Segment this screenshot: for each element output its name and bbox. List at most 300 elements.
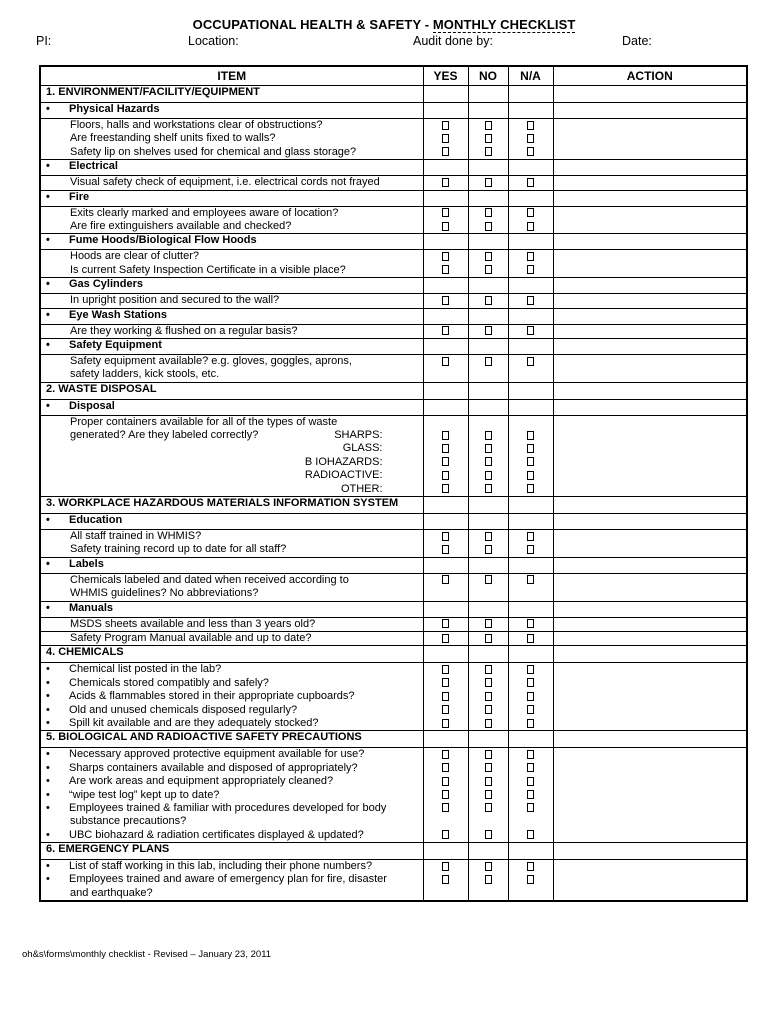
col-item: ITEM	[40, 66, 423, 86]
no-checkbox[interactable]	[485, 208, 492, 217]
na-checkbox[interactable]	[527, 444, 534, 453]
yes-cell	[423, 646, 468, 663]
na-checkbox[interactable]	[527, 830, 534, 839]
title-underlined: MONTHLY CHECKLIST	[432, 17, 576, 32]
yes-checkbox[interactable]	[442, 678, 449, 687]
no-cell	[468, 631, 508, 645]
yes-checkbox[interactable]	[442, 484, 449, 493]
yes-checkbox[interactable]	[442, 692, 449, 701]
yes-cell	[423, 631, 468, 645]
item-cell	[40, 731, 423, 748]
action-cell[interactable]	[553, 324, 747, 338]
action-cell[interactable]	[553, 646, 747, 663]
na-checkbox[interactable]	[527, 431, 534, 440]
na-checkbox[interactable]	[527, 296, 534, 305]
na-checkbox[interactable]	[527, 692, 534, 701]
item-label: Are fire extinguishers available and checked?	[70, 219, 292, 232]
section-row	[40, 731, 747, 748]
action-cell[interactable]	[553, 601, 747, 617]
item-label: RADIOACTIVE:	[304, 469, 383, 482]
action-cell[interactable]	[553, 176, 747, 190]
action-cell[interactable]	[553, 530, 747, 558]
item-cell	[40, 119, 423, 160]
no-checkbox[interactable]	[485, 665, 492, 674]
action-cell[interactable]	[553, 415, 747, 496]
no-cell	[468, 354, 508, 382]
yes-cell	[423, 250, 468, 278]
item-label: UBC biohazard & radiation certificates displayed & updated?	[69, 828, 364, 841]
na-cell	[508, 731, 553, 748]
no-checkbox[interactable]	[485, 222, 492, 231]
action-cell[interactable]	[553, 497, 747, 514]
item-label: Chemicals labeled and dated when received according to	[70, 573, 349, 586]
item-label: Visual safety check of equipment, i.e. electrical cords not frayed	[70, 176, 380, 189]
no-checkbox[interactable]	[485, 692, 492, 701]
yes-checkbox[interactable]	[442, 575, 449, 584]
subsection-title: Labels	[69, 557, 104, 570]
yes-checkbox[interactable]	[442, 178, 449, 187]
no-cell	[468, 382, 508, 399]
na-checkbox[interactable]	[527, 265, 534, 274]
no-cell	[468, 206, 508, 234]
yes-cell	[423, 234, 468, 250]
subsection-row	[40, 601, 747, 617]
bullet: •	[46, 338, 50, 351]
no-checkbox[interactable]	[485, 147, 492, 156]
no-checkbox[interactable]	[485, 634, 492, 643]
subsection-title: Manuals	[69, 601, 114, 614]
action-cell[interactable]	[553, 160, 747, 176]
no-checkbox[interactable]	[485, 444, 492, 453]
no-checkbox[interactable]	[485, 777, 492, 786]
yes-checkbox[interactable]	[442, 147, 449, 156]
item-label: “wipe test log” kept up to date?	[69, 788, 220, 801]
action-cell[interactable]	[553, 748, 747, 843]
subsection-row	[40, 103, 747, 119]
action-cell[interactable]	[553, 557, 747, 573]
item-cell	[40, 250, 423, 278]
yes-cell	[423, 601, 468, 617]
no-checkbox[interactable]	[485, 678, 492, 687]
item-cell	[40, 234, 423, 250]
no-checkbox[interactable]	[485, 484, 492, 493]
na-cell	[508, 617, 553, 631]
na-checkbox[interactable]	[527, 750, 534, 759]
no-checkbox[interactable]	[485, 719, 492, 728]
item-text	[41, 632, 423, 645]
na-checkbox[interactable]	[527, 457, 534, 466]
item-cell	[40, 514, 423, 530]
item-label: Sharps containers available and disposed of appropriately?	[69, 761, 358, 774]
na-checkbox[interactable]	[527, 545, 534, 554]
item-label: Chemicals stored compatibly and safely?	[69, 676, 269, 689]
action-cell[interactable]	[553, 663, 747, 731]
item-text	[41, 207, 423, 220]
na-checkbox[interactable]	[527, 634, 534, 643]
bullet: •	[46, 514, 50, 527]
yes-cell	[423, 324, 468, 338]
no-cell	[468, 530, 508, 558]
subsection-title: Physical Hazards	[69, 103, 160, 115]
na-cell	[508, 514, 553, 530]
subsection-title: Safety Equipment	[69, 338, 162, 351]
yes-checkbox[interactable]	[442, 763, 449, 772]
item-text	[41, 264, 423, 277]
no-cell	[468, 731, 508, 748]
no-checkbox[interactable]	[485, 431, 492, 440]
no-checkbox[interactable]	[485, 265, 492, 274]
yes-cell	[423, 103, 468, 119]
no-cell	[468, 338, 508, 354]
na-checkbox[interactable]	[527, 147, 534, 156]
item-cell	[40, 338, 423, 354]
action-cell[interactable]	[553, 573, 747, 601]
bullet: •	[46, 828, 50, 841]
action-cell[interactable]	[553, 234, 747, 250]
no-cell	[468, 663, 508, 731]
yes-checkbox[interactable]	[442, 830, 449, 839]
subsection-row	[40, 557, 747, 573]
no-checkbox[interactable]	[485, 830, 492, 839]
no-checkbox[interactable]	[485, 790, 492, 799]
section-title: 3. WORKPLACE HAZARDOUS MATERIALS INFORMATION SYSTEM	[46, 497, 399, 510]
na-checkbox[interactable]	[527, 705, 534, 714]
yes-checkbox[interactable]	[442, 532, 449, 541]
na-checkbox[interactable]	[527, 777, 534, 786]
yes-cell	[423, 514, 468, 530]
yes-checkbox[interactable]	[442, 134, 449, 143]
yes-checkbox[interactable]	[442, 705, 449, 714]
action-cell[interactable]	[553, 308, 747, 324]
yes-checkbox[interactable]	[442, 875, 449, 884]
yes-cell	[423, 176, 468, 190]
col-no: NO	[468, 66, 508, 86]
no-checkbox[interactable]	[485, 252, 492, 261]
bullet: •	[46, 160, 50, 173]
action-cell[interactable]	[553, 731, 747, 748]
no-checkbox[interactable]	[485, 705, 492, 714]
item-group-row	[40, 354, 747, 382]
item-group-row	[40, 631, 747, 645]
na-cell	[508, 86, 553, 103]
no-checkbox[interactable]	[485, 471, 492, 480]
no-cell	[468, 514, 508, 530]
item-label: Acids & flammables stored in their appropriate cupboards?	[69, 690, 355, 703]
no-checkbox[interactable]	[485, 457, 492, 466]
yes-cell	[423, 399, 468, 415]
subsection-title: Disposal	[69, 399, 115, 412]
na-checkbox[interactable]	[527, 326, 534, 335]
yes-checkbox[interactable]	[442, 121, 449, 130]
yes-checkbox[interactable]	[442, 862, 449, 871]
title-prefix: OCCUPATIONAL HEALTH & SAFETY -	[192, 17, 433, 32]
na-cell	[508, 160, 553, 176]
subsection-title: Electrical	[69, 160, 118, 173]
na-checkbox[interactable]	[527, 532, 534, 541]
action-cell[interactable]	[553, 382, 747, 399]
action-cell[interactable]	[553, 206, 747, 234]
no-checkbox[interactable]	[485, 619, 492, 628]
na-checkbox[interactable]	[527, 678, 534, 687]
no-cell	[468, 415, 508, 496]
location-label: Location:	[188, 34, 239, 48]
action-cell[interactable]	[553, 617, 747, 631]
action-cell[interactable]	[553, 514, 747, 530]
action-cell[interactable]	[553, 119, 747, 160]
no-checkbox[interactable]	[485, 178, 492, 187]
item-label: Spill kit available and are they adequately stocked?	[69, 716, 319, 729]
no-checkbox[interactable]	[485, 545, 492, 554]
na-cell	[508, 308, 553, 324]
action-cell[interactable]	[553, 338, 747, 354]
yes-cell	[423, 663, 468, 731]
subsection-row	[40, 338, 747, 354]
na-checkbox[interactable]	[527, 862, 534, 871]
action-cell[interactable]	[553, 294, 747, 308]
item-text	[41, 132, 423, 145]
na-checkbox[interactable]	[527, 121, 534, 130]
na-checkbox[interactable]	[527, 875, 534, 884]
no-checkbox[interactable]	[485, 575, 492, 584]
col-action: ACTION	[553, 66, 747, 86]
yes-checkbox[interactable]	[442, 457, 449, 466]
item-text	[41, 294, 423, 307]
na-checkbox[interactable]	[527, 575, 534, 584]
item-label: Is current Safety Inspection Certificate in a visible place?	[70, 263, 346, 276]
item-text	[41, 442, 423, 455]
section-title: 6. EMERGENCY PLANS	[46, 843, 170, 856]
action-cell[interactable]	[553, 250, 747, 278]
action-cell[interactable]	[553, 278, 747, 294]
action-cell[interactable]	[553, 843, 747, 860]
item-label: Safety lip on shelves used for chemical and glass storage?	[70, 145, 357, 158]
no-checkbox[interactable]	[485, 875, 492, 884]
na-cell	[508, 206, 553, 234]
no-cell	[468, 278, 508, 294]
no-checkbox[interactable]	[485, 326, 492, 335]
na-cell	[508, 234, 553, 250]
na-checkbox[interactable]	[527, 178, 534, 187]
item-group-row	[40, 176, 747, 190]
yes-checkbox[interactable]	[442, 222, 449, 231]
no-cell	[468, 497, 508, 514]
item-cell	[40, 294, 423, 308]
yes-checkbox[interactable]	[442, 619, 449, 628]
item-group-row	[40, 860, 747, 902]
na-checkbox[interactable]	[527, 665, 534, 674]
item-text	[41, 429, 423, 442]
yes-cell	[423, 497, 468, 514]
yes-checkbox[interactable]	[442, 265, 449, 274]
na-cell	[508, 748, 553, 843]
no-checkbox[interactable]	[485, 862, 492, 871]
subsection-row	[40, 160, 747, 176]
no-checkbox[interactable]	[485, 750, 492, 759]
na-checkbox[interactable]	[527, 357, 534, 366]
action-cell[interactable]	[553, 399, 747, 415]
subsection-title: Fire	[69, 190, 90, 203]
item-label: GLASS:	[342, 442, 383, 455]
col-yes: YES	[423, 66, 468, 86]
na-cell	[508, 294, 553, 308]
bullet: •	[46, 601, 50, 614]
no-cell	[468, 103, 508, 119]
item-text	[41, 530, 423, 543]
yes-checkbox[interactable]	[442, 750, 449, 759]
item-text	[41, 119, 423, 132]
bullet: •	[46, 775, 50, 788]
subsection-title: Fume Hoods/Biological Flow Hoods	[69, 234, 257, 247]
yes-checkbox[interactable]	[442, 431, 449, 440]
item-text	[41, 220, 423, 233]
yes-cell	[423, 308, 468, 324]
no-cell	[468, 176, 508, 190]
yes-checkbox[interactable]	[442, 326, 449, 335]
yes-checkbox[interactable]	[442, 803, 449, 812]
yes-checkbox[interactable]	[442, 665, 449, 674]
item-cell	[40, 843, 423, 860]
item-text	[41, 704, 423, 717]
col-na: N/A	[508, 66, 553, 86]
section-row	[40, 646, 747, 663]
yes-cell	[423, 278, 468, 294]
item-label: safety ladders, kick stools, etc.	[70, 368, 220, 381]
item-label: WHMIS guidelines? No abbreviations?	[70, 587, 259, 600]
bullet: •	[46, 399, 50, 412]
footer-note: oh&s\forms\monthly checklist - Revised – January 23, 2011	[22, 949, 272, 960]
item-cell	[40, 324, 423, 338]
action-cell[interactable]	[553, 860, 747, 902]
subsection-row	[40, 278, 747, 294]
bullet: •	[46, 860, 50, 873]
bullet: •	[46, 663, 50, 676]
bullet: •	[46, 788, 50, 801]
yes-checkbox[interactable]	[442, 208, 449, 217]
item-text	[41, 677, 423, 690]
na-checkbox[interactable]	[527, 790, 534, 799]
na-checkbox[interactable]	[527, 719, 534, 728]
bullet: •	[46, 873, 50, 886]
no-checkbox[interactable]	[485, 763, 492, 772]
yes-checkbox[interactable]	[442, 545, 449, 554]
subsection-row	[40, 514, 747, 530]
na-checkbox[interactable]	[527, 252, 534, 261]
yes-checkbox[interactable]	[442, 471, 449, 480]
yes-cell	[423, 731, 468, 748]
no-checkbox[interactable]	[485, 296, 492, 305]
item-text	[41, 543, 423, 556]
yes-checkbox[interactable]	[442, 296, 449, 305]
no-cell	[468, 617, 508, 631]
na-checkbox[interactable]	[527, 763, 534, 772]
na-checkbox[interactable]	[527, 619, 534, 628]
item-label: All staff trained in WHMIS?	[70, 530, 202, 543]
item-label: Are work areas and equipment appropriately cleaned?	[69, 775, 334, 788]
na-cell	[508, 119, 553, 160]
na-checkbox[interactable]	[527, 803, 534, 812]
yes-cell	[423, 190, 468, 206]
na-cell	[508, 324, 553, 338]
item-cell	[40, 617, 423, 631]
item-cell	[40, 573, 423, 601]
item-group-row	[40, 530, 747, 558]
item-cell	[40, 530, 423, 558]
na-cell	[508, 663, 553, 731]
no-cell	[468, 234, 508, 250]
yes-cell	[423, 338, 468, 354]
item-label: generated? Are they labeled correctly?	[70, 429, 259, 442]
item-cell	[40, 646, 423, 663]
na-cell	[508, 860, 553, 902]
audit-label: Audit done by:	[413, 34, 493, 48]
item-label: OTHER:	[340, 482, 383, 495]
action-cell[interactable]	[553, 190, 747, 206]
na-checkbox[interactable]	[527, 208, 534, 217]
action-cell[interactable]	[553, 354, 747, 382]
item-label: Are freestanding shelf units fixed to walls?	[70, 132, 276, 145]
subsection-row	[40, 190, 747, 206]
section-title: 2. WASTE DISPOSAL	[46, 382, 157, 395]
action-cell[interactable]	[553, 103, 747, 119]
checklist-body	[40, 86, 747, 902]
yes-checkbox[interactable]	[442, 777, 449, 786]
no-cell	[468, 86, 508, 103]
no-cell	[468, 860, 508, 902]
yes-cell	[423, 860, 468, 902]
yes-cell	[423, 617, 468, 631]
na-cell	[508, 601, 553, 617]
bullet: •	[46, 557, 50, 570]
item-cell	[40, 86, 423, 103]
yes-checkbox[interactable]	[442, 634, 449, 643]
yes-checkbox[interactable]	[442, 357, 449, 366]
bullet: •	[46, 801, 50, 814]
na-checkbox[interactable]	[527, 471, 534, 480]
item-cell	[40, 103, 423, 119]
no-checkbox[interactable]	[485, 357, 492, 366]
yes-checkbox[interactable]	[442, 444, 449, 453]
item-label: B IOHAZARDS:	[304, 455, 383, 468]
no-checkbox[interactable]	[485, 532, 492, 541]
na-checkbox[interactable]	[527, 222, 534, 231]
item-text	[41, 325, 423, 338]
item-group-row	[40, 415, 747, 496]
no-checkbox[interactable]	[485, 803, 492, 812]
item-label: Safety training record up to date for all staff?	[70, 543, 287, 556]
action-cell[interactable]	[553, 86, 747, 103]
na-cell	[508, 497, 553, 514]
action-cell[interactable]	[553, 631, 747, 645]
item-text	[41, 860, 423, 873]
na-cell	[508, 530, 553, 558]
pi-label: PI:	[36, 34, 52, 48]
no-checkbox[interactable]	[485, 121, 492, 130]
no-cell	[468, 843, 508, 860]
yes-checkbox[interactable]	[442, 790, 449, 799]
na-checkbox[interactable]	[527, 484, 534, 493]
item-text	[41, 176, 423, 189]
no-checkbox[interactable]	[485, 134, 492, 143]
na-cell	[508, 176, 553, 190]
item-label: Are they working & flushed on a regular basis?	[70, 324, 298, 337]
na-cell	[508, 382, 553, 399]
item-text	[41, 802, 423, 815]
yes-checkbox[interactable]	[442, 252, 449, 261]
item-cell	[40, 601, 423, 617]
item-cell	[40, 860, 423, 902]
na-checkbox[interactable]	[527, 134, 534, 143]
yes-checkbox[interactable]	[442, 719, 449, 728]
